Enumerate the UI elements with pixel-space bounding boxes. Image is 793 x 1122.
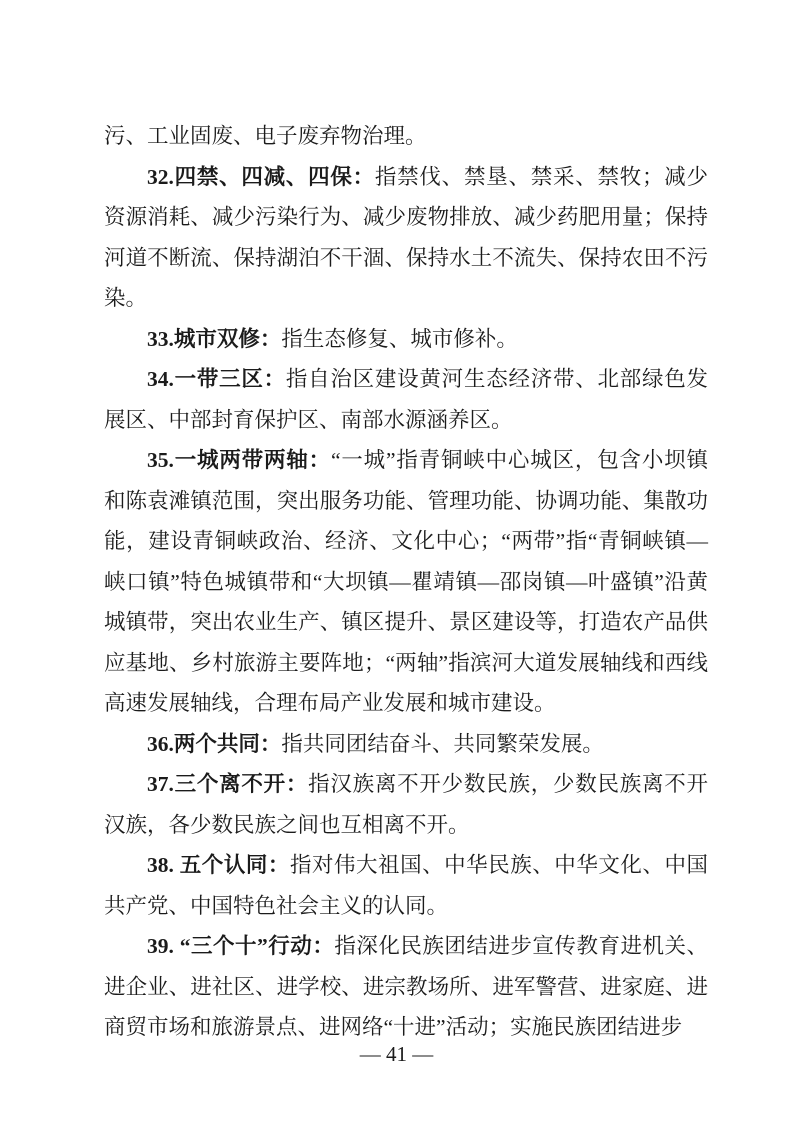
term-label: 32.四禁、四减、四保： xyxy=(147,164,375,189)
term-label: 39. “三个十”行动： xyxy=(147,934,335,958)
page-number: — 41 — xyxy=(359,1042,434,1066)
definition-text: 污、工业固废、电子废弃物治理。 xyxy=(104,124,427,148)
document-paragraph xyxy=(104,116,708,157)
document-paragraph xyxy=(104,319,708,360)
document-paragraph xyxy=(104,764,708,845)
document-paragraph xyxy=(104,724,708,765)
term-label: 34.一带三区： xyxy=(147,367,286,391)
document-paragraph xyxy=(104,926,708,1048)
document-paragraph xyxy=(104,359,708,440)
term-label: 33.城市双修： xyxy=(147,326,282,351)
definition-text: “一城”指青铜峡中心城区，包含小坝镇和陈袁滩镇范围，突出服务功能、管理功能、协调功能、集散功能，建设青铜峡政治、经济、文化中心；“两带”指“青铜峡镇—峡口镇”特色城镇带和“大坝镇—瞿靖镇—邵岗镇—叶盛镇”沿黄城镇带，突出农业生产、镇区提升、景区建设等，打造农产品供应基地、乡村旅游主要阵地；“两轴”指滨河大道发展轴线和西线高速发展轴线，合理布局产业发展和城市建设。 xyxy=(104,448,708,715)
definition-text: 指禁伐、禁垦、禁采、禁牧；减少资源消耗、减少污染行为、减少废物排放、减少药肥用量；保持河道不断流、保持湖泊不干涸、保持水土不流失、保持农田不污染。 xyxy=(104,164,708,310)
definition-text: 指自治区建设黄河生态经济带、北部绿色发展区、中部封育保护区、南部水源涵养区。 xyxy=(104,367,708,432)
definition-text: 指共同团结奋斗、共同繁荣发展。 xyxy=(281,731,604,756)
document-paragraph xyxy=(104,440,708,724)
definition-text: 指对伟大祖国、中华民族、中华文化、中国共产党、中国特色社会主义的认同。 xyxy=(104,853,708,918)
document-paragraph xyxy=(104,157,708,319)
document-paragraph xyxy=(104,845,708,926)
definition-text: 指生态修复、城市修补。 xyxy=(281,326,518,351)
term-label: 37.三个离不开： xyxy=(147,772,309,796)
term-label: 36.两个共同： xyxy=(147,731,282,756)
definition-text: 指深化民族团结进步宣传教育进机关、进企业、进社区、进学校、进宗教场所、进军警营、进家庭、进商贸市场和旅游景点、进网络“十进”活动；实施民族团结进步 xyxy=(104,934,708,1039)
document-body xyxy=(104,116,708,1048)
term-label: 38. 五个认同： xyxy=(147,853,290,877)
term-label: 35.一城两带两轴： xyxy=(147,448,331,472)
definition-text: 指汉族离不开少数民族，少数民族离不开汉族，各少数民族之间也互相离不开。 xyxy=(104,772,708,837)
